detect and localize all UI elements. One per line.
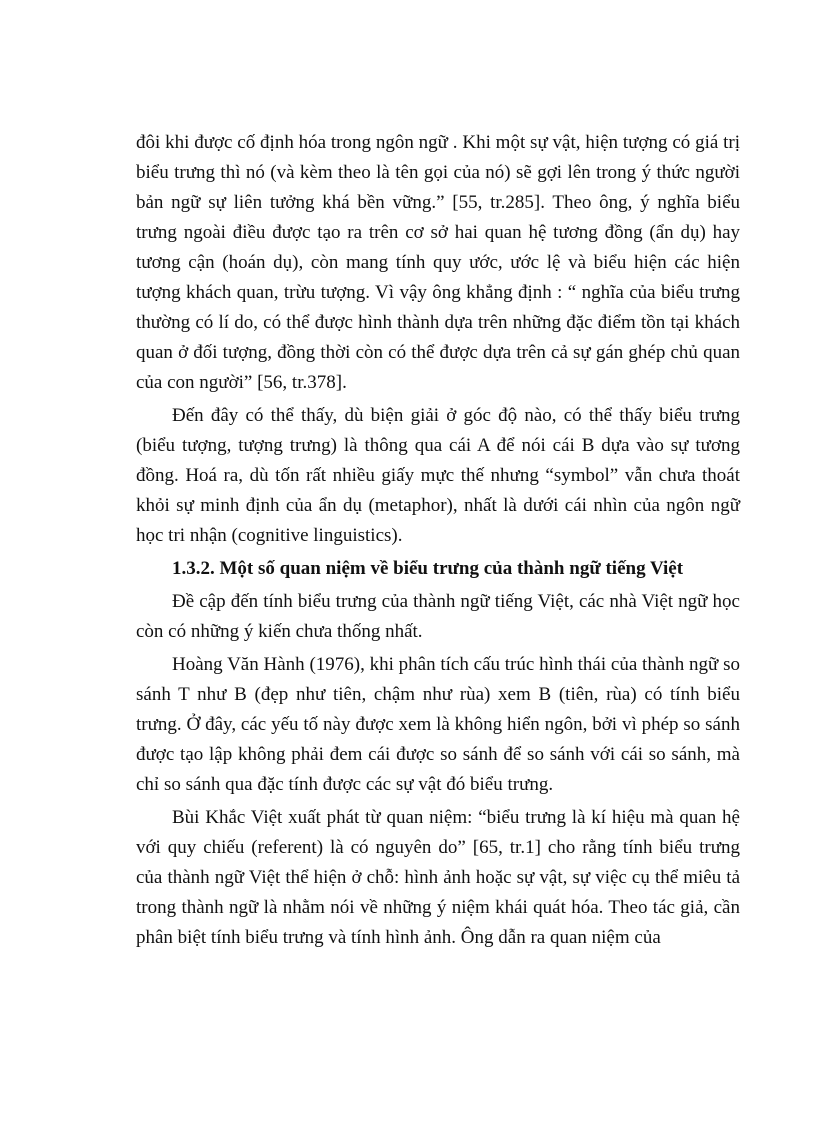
paragraph: Đến đây có thể thấy, dù biện giải ở góc độ nào, có thể thấy biểu trưng (biểu tượng, tượng trưng) là thông qua cái A để nói cái B dựa vào sự tương đồng. Hoá ra, dù tốn rất nhiều giấy mực thế nhưng “symbol” vẫn chưa thoát khỏi sự minh định của ẩn dụ (metaphor), nhất là dưới cái nhìn của ngôn ngữ học tri nhận (cognitive linguistics).: [136, 405, 740, 546]
paragraph: Đề cập đến tính biểu trưng của thành ngữ tiếng Việt, các nhà Việt ngữ học còn có những ý kiến chưa thống nhất.: [136, 591, 740, 642]
body-text: [136, 128, 740, 956]
paragraph: Hoàng Văn Hành (1976), khi phân tích cấu trúc hình thái của thành ngữ so sánh T như B (đẹp như tiên, chậm như rùa) xem B (tiên, rùa) có tính biểu trưng. Ở đây, các yếu tố này được xem là không hiển ngôn, bởi vì phép so sánh được tạo lập không phải đem cái được so sánh để so sánh với cái so sánh, mà chỉ so sánh qua đặc tính được các sự vật đó biểu trưng.: [136, 654, 740, 795]
paragraph: Bùi Khắc Việt xuất phát từ quan niệm: “biểu trưng là kí hiệu mà quan hệ với quy chiếu (referent) là có nguyên do” [65, tr.1] cho rằng tính biểu trưng của thành ngữ Việt thể hiện ở chỗ: hình ảnh hoặc sự vật, sự việc cụ thể miêu tả trong thành ngữ là nhằm nói về những ý niệm khái quát hóa. Theo tác giả, cần phân biệt tính biểu trưng và tính hình ảnh. Ông dẫn ra quan niệm của: [136, 807, 740, 948]
paragraph-continuation: đôi khi được cố định hóa trong ngôn ngữ . Khi một sự vật, hiện tượng có giá trị biểu trưng thì nó (và kèm theo là tên gọi của nó) sẽ gợi lên trong ý thức người bản ngữ sự liên tưởng khá bền vững.” [55, tr.285]. Theo ông, ý nghĩa biểu trưng ngoài điều được tạo ra trên cơ sở hai quan hệ tương đồng (ẩn dụ) hay tương cận (hoán dụ), còn mang tính quy ước, ước lệ và biểu hiện các hiện tượng khách quan, trừu tượng. Vì vậy ông khẳng định : “ nghĩa của biểu trưng thường có lí do, có thể được hình thành dựa trên những đặc điểm tồn tại khách quan ở đối tượng, đồng thời còn có thể được dựa trên cả sự gán ghép chủ quan của con người” [56, tr.378].: [136, 132, 740, 393]
section-heading: 1.3.2. Một số quan niệm về biểu trưng của thành ngữ tiếng Việt: [172, 558, 684, 579]
